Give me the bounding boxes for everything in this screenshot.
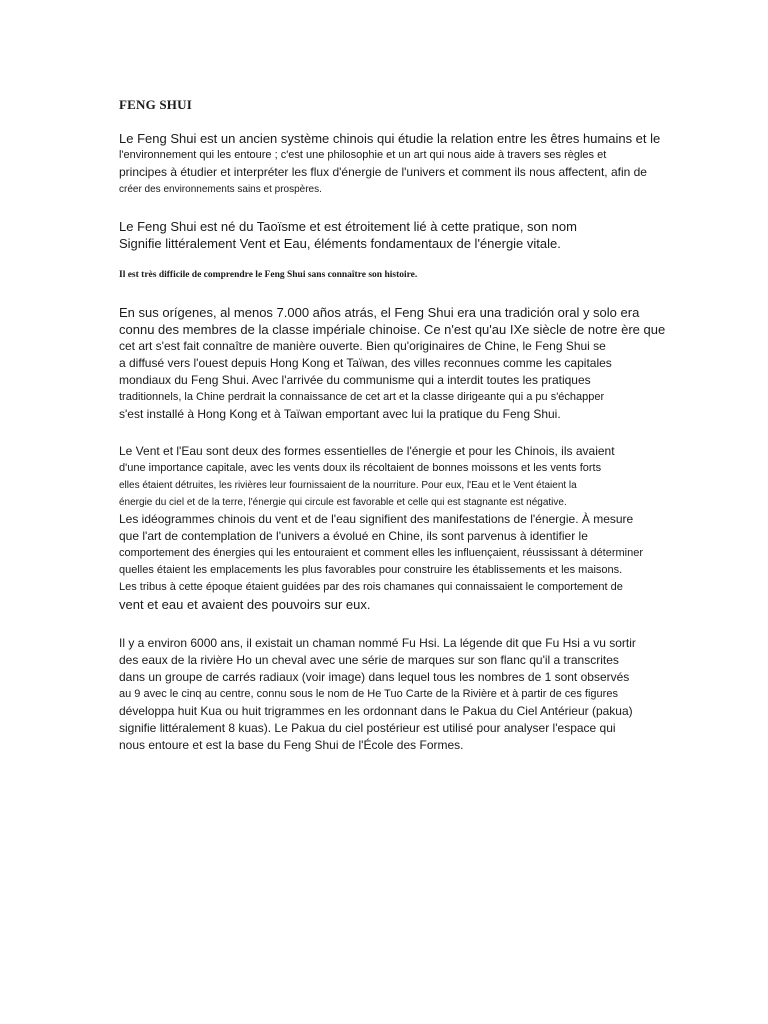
text-line: connu des membres de la classe impériale chinoise. Ce n'est qu'au IXe siècle de notre ère que [119, 322, 666, 337]
text-line: a diffusé vers l'ouest depuis Hong Kong et Taïwan, des villes reconnues comme les capitales [119, 356, 612, 370]
document-title: FENG SHUI [119, 97, 192, 112]
text-line: nous entoure et est la base du Feng Shui de l'École des Formes. [119, 738, 464, 752]
text-line: des eaux de la rivière Ho un cheval avec une série de marques sur son flanc qu'il a transcrites [119, 653, 619, 667]
text-line: d'une importance capitale, avec les vents doux ils récoltaient de bonnes moissons et les vents forts [119, 462, 602, 474]
text-line: cet art s'est fait connaître de manière ouverte. Bien qu'originaires de Chine, le Feng Shui se [119, 339, 606, 353]
text-line: l'environnement qui les entoure ; c'est une philosophie et un art qui nous aide à travers ses règles et [119, 149, 607, 161]
text-line: signifie littéralement 8 kuas). Le Pakua du ciel postérieur est utilisé pour analyser l'espace qui [119, 721, 616, 735]
text-line: vent et eau et avaient des pouvoirs sur eux. [119, 597, 371, 612]
text-line: comportement des énergies qui les entouraient et comment elles les influençaient, réussissant à déterminer [119, 547, 643, 559]
text-line: énergie du ciel et de la terre, l'énergie qui circule est favorable et celle qui est stagnante est négative. [119, 497, 567, 508]
paragraph-wind-water [119, 443, 679, 613]
text-line: au 9 avec le cinq au centre, connu sous le nom de He Tuo Carte de la Rivière et à partir de ces figures [119, 688, 618, 700]
paragraph-history [119, 304, 679, 423]
text-line: traditionnels, la Chine perdrait la connaissance de cet art et la classe dirigeante qui a pu s'échapper [119, 391, 605, 403]
text-line: elles étaient détruites, les rivières leur fournissaient de la nourriture. Pour eux, l'Eau et le Vent étaient la [119, 480, 577, 491]
text-line: principes à étudier et interpréter les flux d'énergie de l'univers et comment ils nous affectent, afin de [119, 165, 647, 179]
text-line: quelles étaient les emplacements les plus favorables pour construire les établissements et les maisons. [119, 564, 623, 576]
text-line: développa huit Kua ou huit trigrammes en les ordonnant dans le Pakua du Ciel Antérieur (pakua) [119, 704, 633, 718]
text-line: que l'art de contemplation de l'univers a évolué en Chine, ils sont parvenus à identifier le [119, 529, 588, 543]
text-line: Les idéogrammes chinois du vent et de l'eau signifient des manifestations de l'énergie. À mesure [119, 512, 634, 526]
text-line: Signifie littéralement Vent et Eau, éléments fondamentaux de l'énergie vitale. [119, 236, 561, 251]
text-line: dans un groupe de carrés radiaux (voir image) dans lequel tous les nombres de 1 sont observés [119, 670, 630, 684]
text-line: En sus orígenes, al menos 7.000 años atrás, el Feng Shui era una tradición oral y solo era [119, 305, 640, 320]
text-line: Le Feng Shui est né du Taoïsme et est étroitement lié à cette pratique, son nom [119, 219, 577, 234]
history-note: Il est très difficile de comprendre le Feng Shui sans connaître son histoire. [119, 270, 418, 280]
text-line: Les tribus à cette époque étaient guidées par des rois chamanes qui connaissaient le comportement de [119, 581, 623, 593]
text-line: s'est installé à Hong Kong et à Taïwan emportant avec lui la pratique du Feng Shui. [119, 407, 561, 421]
text-line: mondiaux du Feng Shui. Avec l'arrivée du communisme qui a interdit toutes les pratiques [119, 373, 591, 387]
text-line: Il y a environ 6000 ans, il existait un chaman nommé Fu Hsi. La légende dit que Fu Hsi a vu sortir [119, 636, 636, 650]
text-line: Le Feng Shui est un ancien système chinois qui étudie la relation entre les êtres humains et le [119, 131, 661, 146]
text-line: Le Vent et l'Eau sont deux des formes essentielles de l'énergie et pour les Chinois, ils avaient [119, 444, 615, 458]
paragraph-intro [119, 130, 679, 198]
paragraph-fu-hsi [119, 635, 679, 754]
paragraph-origin [119, 218, 679, 252]
text-line: créer des environnements sains et prospères. [119, 184, 322, 195]
